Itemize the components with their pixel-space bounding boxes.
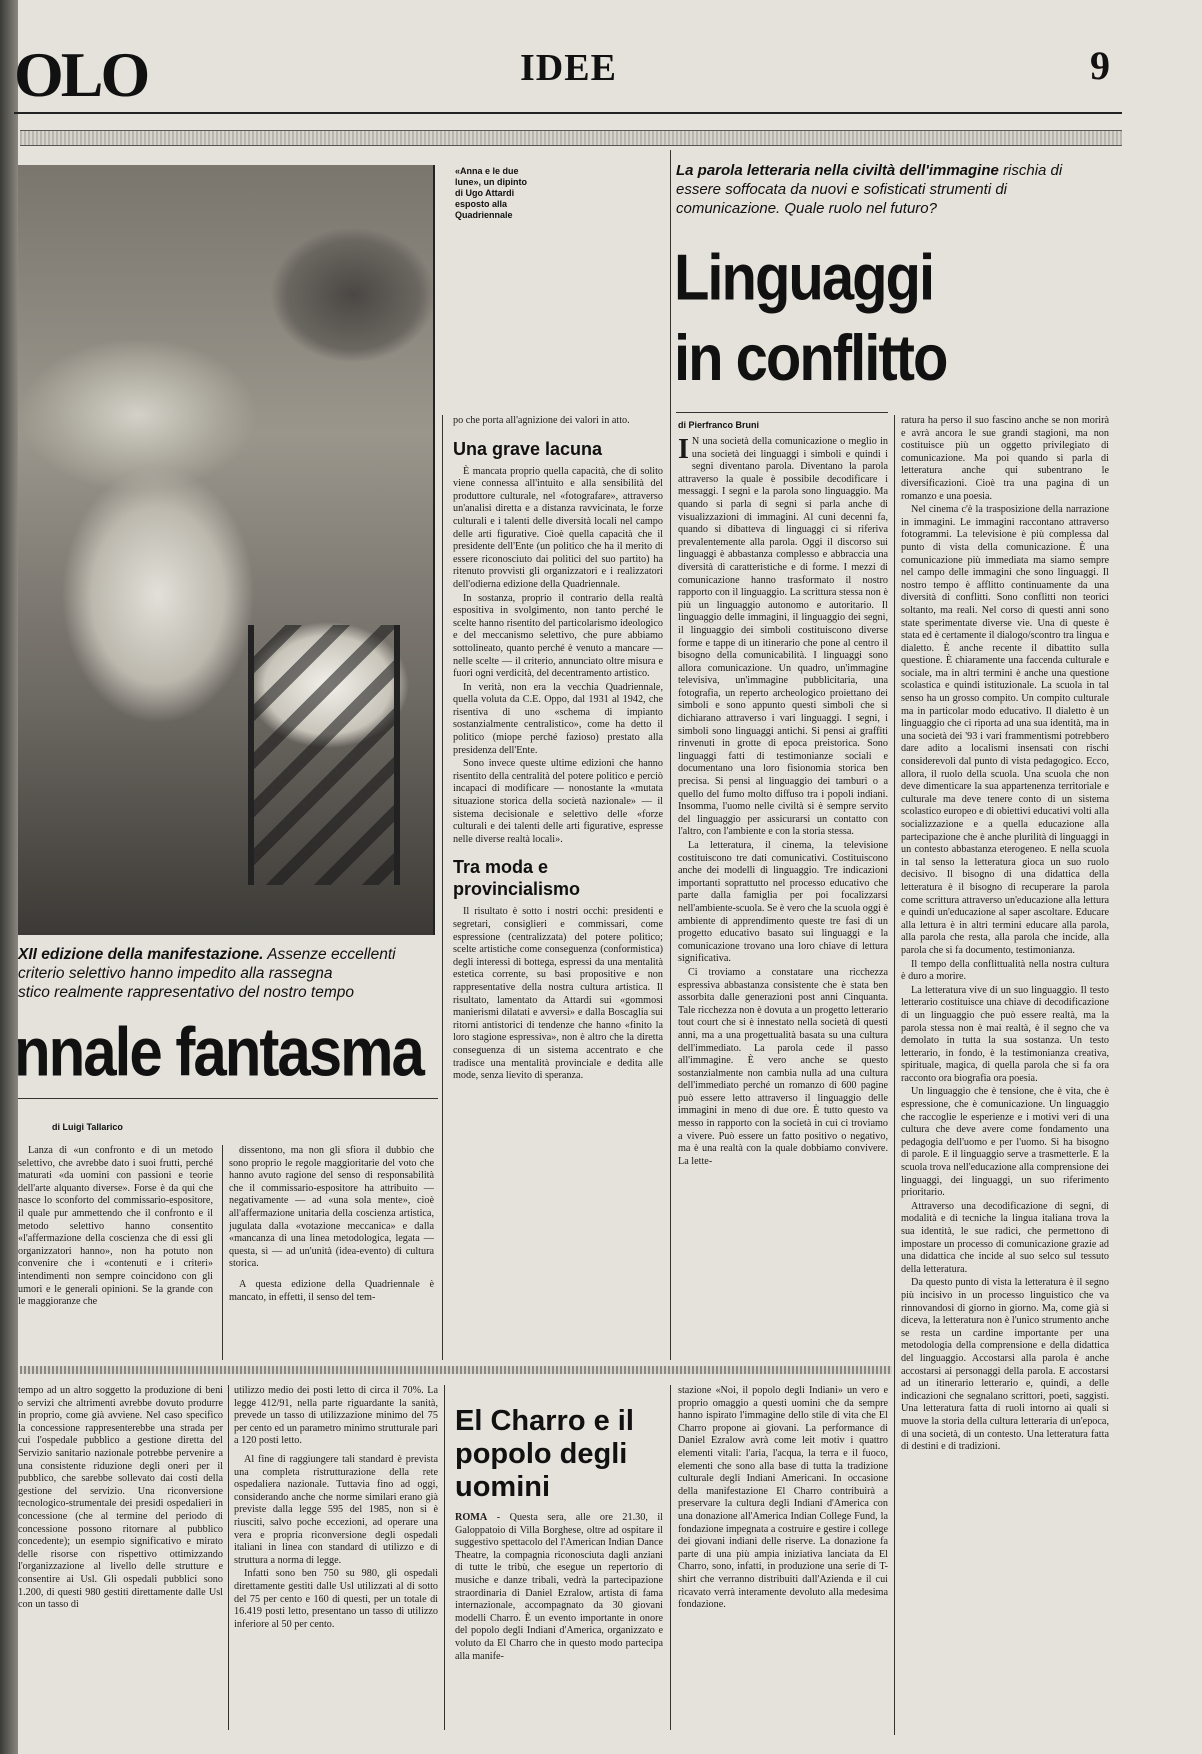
masthead-rule: [14, 112, 1122, 114]
left-deck-line2: criterio selettivo hanno impedito alla rassegna: [18, 965, 333, 982]
bottom-col2-c: Infatti sono ben 750 su 980, gli ospedali direttamente gestiti dalle Usl utilizzati al di sotto del 75 per cento e 160 di questi, per un totale di 16.419 posti letto, presentano un tasso di utilizzo inferiore al 50 per cento.: [234, 1568, 438, 1630]
left-deck-bold: XII edizione della manifestazione.: [18, 946, 264, 963]
left-col1-text: Lanza di «un confronto e di un metodo selettivo, che avrebbe dato i suoi frutti, perché maturati «da uomini con passioni e teorie dell'arte alquanto diverse». Forse è da qui che nasce lo sconforto del commissario-espositore, il quale pur ammettendo che il confronto e il metodo selettivo hanno consentito «l'affermazione della coscienza che di essi gli organizzatori hanno», non ha potuto non convenire che i «contenuti e i criteri» intendimenti non sempre coincidono con gli umori e le generali opinioni. Se la grande con le maggioranze che: [18, 1145, 213, 1308]
right-col2-e: Un linguaggio che è tensione, che è vita, che è espressione, che è comunicazione. Un linguaggio che raccoglie le esperienze e i motivi veri di una cultura che deve avere come fondamento una pedagogia dell'uomo e per l'uomo. Si ha bisogno di parole. E il linguaggio serve a trasmetterle. E la scuola trova nell'educazione alla comprensione dei linguaggi, dei linguaggi, un suo riferimento prioritario.: [901, 1086, 1109, 1199]
bottom-separator: [20, 1366, 892, 1374]
left-deck-line3: stico realmente rappresentativo del nostro tempo: [18, 984, 355, 1001]
right-deck-rest: rischia di essere soffocata da nuovi e sofisticati strumenti di comunicazione. Quale ruolo nel futuro?: [676, 162, 1063, 217]
left-deck: [18, 945, 428, 1002]
right-col1-a: N una società della comunicazione o meglio in una società dei linguaggi i simboli e quindi i segni diventano parola. Diventano la parola attraverso la quale è possibile decodificare i messaggi. I segni e la parola sono linguaggio. Ma quando si parla di segni si parla anche di visualizzazioni di immagini. Al cuni decenni fa, quando si dibatteva di linguaggi ci si riferiva prevalentemente alla parola. Oggi il discorso sui linguaggi è abbastanza complesso e abbraccia una diversità di caratteristiche e di forme. I mezzi di comunicazione hanno trasformato il nostro rapporto con il linguaggio. La scrittura stessa non è più un linguaggio autonomo e autoritario. Il linguaggio delle immagini, il linguaggio dei segni, il linguaggio dei simboli costituiscono diverse forme e tappe di un itinerario che pone al centro il bisogno della comunicabilità. I linguaggi sono allora comunicazione. Un quadro, un'immagine televisiva, un'immagine pubblicitaria, una fotografia, un reperto archeologico proiettano dei simboli e sono appunto questi simboli che si dichiarano attraverso i vari linguaggi. I segni, i simboli sono linguaggi antichi. Si pensi ai graffiti rinvenuti in grotte di epoca preistorica. Sono linguaggi fatti di testimonianze sociali e documentano una loro fisionomia storica ben precisa. Si pensi al linguaggio dei tamburi o a quello del fumo molto diffuso tra i popoli indiani. Insomma, l'uomo nelle civiltà si è sempre servito del linguaggio per assicurarsi un contatto con l'altro, con l'ambiente e con la storia stessa.: [678, 436, 888, 838]
right-headline: [674, 238, 1094, 399]
box-col1-text: - Questa sera, alle ore 21.30, il Galoppatoio di Villa Borghese, oltre ad ospitare il suggestivo spettacolo del l'American Indian Dance Theatre, la compagnia riconosciuta dagli anziani di tutte le tribù, che esegue un repertorio di musiche e danze tribali, vedrà la partecipazione straordinaria di Daniel Ezralow, artista di fama internazionale, accompagnato da 30 giovani modelli Charro. È un evento importante in onore del popolo degli Indiani d'America, organizzato e voluto da El Charro che in questo modo partecipa alla manife-: [455, 1512, 663, 1662]
right-col2-c: Il tempo della conflittualità nella nostra cultura è duro a morire.: [901, 958, 1109, 983]
bottom-col1-text: tempo ad un altro soggetto la produzione di beni o servizi che altrimenti avrebbe dovuto produrre in proprio, come già avviene. Nel caso specifico la concessione rappresenterebbe una strada per cui l'ospedale pubblico a gestione diretta del Servizio sanitario nazionale potrebbe pervenire a una consistente riduzione degli oneri per il pubblico, che sarebbe sollevato dai costi della gestione del servizio. Una riconversione tecnologico-strumentale dei presidi ospedalieri in concessione (che al termine del periodo di concessione possono ritornare al pubblico concedente); un esempio significativo e mirato delle risorse con rispettivo ottimizzando l'organizzazione al livello delle strutture e consentire ai Usl. Gli ospedali pubblici sono 1.200, di questi 980 gestiti direttamente dalle Usl con un tasso di: [18, 1385, 223, 1611]
left-col3-e: Il risultato è sotto i nostri occhi: presidenti e segretari, consiglieri e commissari, come espressione (centralizzata) del potere politico; scelte artistiche come conseguenza (conformistica) degli interessi di bottega, espressi da una mentalità estetica corrente, su basi propositive e non rappresentative della nostra cultura artistica. Il risultato, lamentato da Attardi sui «gommosi manierismi dilatati e avversi» e dalla Boscaglia sui ritorni antistorici di tendenze che hanno «finito la loro stagione espressiva», non è altro che la diretta conseguenza di un sistema accentrato e che tradisce una mentalità provinciale e dedita alle mode, senza lievito di speranza.: [453, 906, 663, 1082]
right-deck-bold: La parola letteraria nella civiltà dell'immagine: [676, 162, 999, 179]
left-subhead-1: Una grave lacuna: [453, 438, 603, 459]
right-col2-b: Nel cinema c'è la trasposizione della narrazione in immagini. Le immagini raccontano attraverso fotogrammi. La televisione è più complessa dal punto di vista della comunicazione. È una comunicazione più immediata ma siamo sempre nel campo delle immagini che sono linguaggi. Il nostro tempo è afflitto continuamente da una diversità di conflitti. Sono conflitti non teorici soltanto, ma reali. Nel corso di questi anni sono state sperimentate diverse vie. Una di queste è stata ed è certamente il dialogo/scontro tra lingua e dialetto. È anche recente il dibattito sulla questione. È chiaramente una faccenda culturale e sociale, ma in altri termini è anche una questione scolastica e quindi istituzionale. La scuola in tal senso ha un grosso compito. Un compito culturale ma in particolar modo educativo. Il dialetto è un linguaggio che ci riporta ad una sua identità, ma in una società dei '93 i vari frammentismi potrebbero dare adito a localismi insensati con rischi considerevoli dal punto di vista pedagogico. Ecco, allora, il ruolo della scuola. Una scuola che non deve dimenticare la sua appartenenza territoriale e culturale ma deve tenere conto di un sistema scolastico europeo e di obiettivi educativi volti alla socializzazione e a quella educazione alla partecipazione che è anche plurilità di linguaggi in un contesto abbastanza eterogeneo. E nella scuola in tal senso la letteratura gioca un suo ruolo decisivo. Il bisogno di una didattica della letteratura è il bisogno di recuperare la parola come scrittura attraverso un'educazione alla lettura e quindi un'educazione al saper ascoltare. Educare alla lettura è in altri termini educare alla parola, alla parola che resta, alla parola che incide, alla parola che si fa documento, testimonianza.: [901, 504, 1109, 956]
right-col2-g: Da questo punto di vista la letteratura è il segno più incisivo in un processo linguistico che va rinnovandosi di giorno in giorno. Ma, come già si diceva, la letteratura non è l'unico strumento anche se resta un cardine importante per una metodologia della comprensione e della didattica del linguaggio. Accostarsi alla parola è anche accostarsi ai personaggi della parola. E accostarsi ad un itinerario letterario e, quindi, a delle indicazioni che segnalano scrittori, poeti, saggisti. Una letteratura fatta di ruoli intorno ai quali si muove la storia della cultura letteraria di un'epoca, di una società, di un contesto. Una letteratura fatta di destini e di tradizioni.: [901, 1277, 1109, 1453]
painting-table-detail: [248, 625, 400, 885]
right-col-1: [678, 436, 888, 1360]
dropcap: I: [678, 436, 689, 465]
left-subhead-2: Tra moda e provincialismo: [453, 857, 581, 900]
right-headline-line1: Linguaggi: [674, 241, 934, 315]
bottom-col-2: [234, 1385, 438, 1730]
newspaper-logo: OLO: [14, 39, 148, 110]
left-col3-b: In sostanza, proprio il contrario della realtà espositiva in svolgimento, non tanto perché le scelte hanno risentito del particolarismo ideologico e del meccanismo selettivo, che pure abbiamo sottolineato, quanto perché è venuto a mancare — nelle scelte — il criterio, annunciato oltre misura e fuori ogni verdicità, del decentramento artistico.: [453, 592, 663, 680]
page-number: 9: [1090, 43, 1110, 88]
right-col2-d: La letteratura vive di un suo linguaggio. Il testo letterario costituisce una chiave di decodificazione di un linguaggio che può essere realtà, ma la parola stessa non è mai realtà, è il segno che va demolato in tutta la sua sostanza. Un testo letterario, in fondo, è la testimonianza creativa, spirituale, magica, di quella parola che si fa ora racconto ora biografia ora poesia.: [901, 984, 1109, 1084]
right-col2-a: ratura ha perso il suo fascino anche se non morirà e avrà ancora le sue grandi stagioni, ma non costituisce più un oggetto privilegiato di comunicazione. Ma poi quando si parla di letteratura anche qui subentrano le diversificazioni. Cioè tra una pagina di un romanzo e una poesia.: [901, 415, 1109, 502]
bottom-col2-a: utilizzo medio dei posti letto di circa il 70%. La legge 412/91, nella parte riguardante la sanità, prevede un tasso di utilizzazione minimo del 75 per cento ed un parametro minimo strutturale pari a 120 posti letto.: [234, 1385, 438, 1447]
left-col2-text-b: A questa edizione della Quadriennale è mancato, in effetti, il senso del tem-: [229, 1278, 434, 1303]
photo-caption: «Anna e le due lune», un dipinto di Ugo Attardi esposto alla Quadriennale: [455, 166, 527, 220]
left-col3-c: In verità, non era la vecchia Quadriennale, quella voluta da C.E. Oppo, dal 1931 al 1942, che risentiva di uno «schema di impianto sostanzialmente centralistico», come ha detto il politico (miope perché faziosо) prestato alla presidenza dell'Ente.: [453, 681, 663, 756]
right-deck: [676, 161, 1096, 218]
box-headline: El Charro e il popolo degli uomini: [455, 1405, 634, 1503]
left-mid-divider: [442, 415, 443, 1360]
section-title: IDEE: [520, 47, 617, 89]
box-dateline: ROMA: [455, 1512, 488, 1523]
right-byline-rule: [676, 412, 888, 413]
bottom-col-1: [18, 1385, 223, 1730]
box-col-divider: [670, 1385, 671, 1730]
left-deck-line1: Assenze eccellenti: [263, 946, 396, 963]
top-band: [20, 130, 1122, 146]
right-headline-line2: in conflitto: [674, 322, 947, 395]
right-col2-f: Attraverso una decodificazione di segni, di modalità e di tecniche la lingua italiana trova la sua identità, le sue radici, che permettono di impostare un processo di comunicazione grazie ad una didattica che incide al suo selco sul tessuto della letteratura.: [901, 1200, 1109, 1275]
masthead: [0, 40, 1202, 130]
left-col3-a: È mancata proprio quella capacità, che di solito viene connessa all'intuito e alla sensibilità del produttore culturale, nel «fotografare», attraverso un'analisi diretta e a distanza ravvicinata, le forze culturali e i talenti delle diversità locali nel campo delle arti figurative. Cioè quella capacità che il presidente dell'Ente (un politico che ha il merito di essere riconosciuto dai politici del suo partito) ha ritenuto provvisti gli organizzatori e i realizzatori dell'odierna edizione della Quadriennale.: [453, 465, 663, 590]
box-col2-text: stazione «Noi, il popolo degli Indiani» un vero e proprio omaggio a questi uomini che da sempre hanno ispirato l'immagine dello stile di vita che El Charro propone ai giovani. La performance di Daniel Ezralow avrà come leit motiv i quattro elementi vitali: l'aria, l'acqua, la terra e il fuoco, elementi che sono alla base di tutta la tradizione culturale degli Indiani Americani. In occasione della manifestazione El Charro contribuirà a preservare la cultura degli Indiani d'America con una donazione all'America Indian College Fund, la fondazione impegnata a costruire e gestire i college dei giovani indiani delle riserve. La donazione fa parte di una più ampia iniziativa lanciata da El Charro, sono, infatti, in produzione una serie di T-shirt che verranno distribuiti dall'Azienda e il cui ricavato verrà interamente devoluto alla medesima fondazione.: [678, 1385, 888, 1611]
right-col-divider: [894, 415, 895, 1735]
page-spine: [0, 0, 18, 1754]
right-col1-c: Ci troviamo a constatare una ricchezza espressiva abbastanza consistente che è stata ben assorbita dalle generazioni post anni Cinquanta. Tale ricchezza non è dovuta a un progetto letterario tout court che si è innestato nella società di questi anni, ma a una progettualità basata su una cultura dell'immediato. La parola cede il passo all'immagine. È vero anche se questo sostanzialmente non cambia nulla ad una cultura dell'immediato perché un romanzo di 600 pagine può essere letto attraverso il linguaggio delle immagini in meno di due ore. È tutto questo va messo in rapporto con la società in cui ci troviamo a vivere. Può essere un fatto positivo o negativo, ma è una realtà con la quale dobbiamo convivere. La lette-: [678, 966, 888, 1167]
bottom-col-divider: [228, 1385, 229, 1730]
box-col-2: [678, 1385, 888, 1730]
right-article-divider: [670, 150, 671, 1360]
right-col-2: [901, 415, 1109, 1735]
left-col2-text-a: dissentono, ma non gli sfiora il dubbio che sono proprio le regole maggioritarie del voto che hanno avuto ragione del senso di responsabilità che il commissario-espositore ha attribuito — negativamente — ad «una sola mente», cioè all'affermazione unitaria della coscienza artistica, jugulata dalla «votazione meccanica» e dalla «mancanza di una linea metodologica, legata — questa, sì — ad un'unità (idea-evento) di cultura storica.: [229, 1145, 434, 1270]
left-col3-d: Sono invece queste ultime edizioni che hanno risentito della centralità del potere politico e perciò incapaci di modificare — nonostante la «mutata situazione storica della società nazionale» — il sistema decisionale e selettivo delle «forze culturali e dei talenti delle arti figurative, espresse nelle diverse realtà locali».: [453, 758, 663, 845]
right-byline: di Pierfranco Bruni: [678, 420, 760, 430]
left-col-1: [18, 1145, 213, 1360]
right-col1-b: La letteratura, il cinema, la televisione costituiscono tre dati comunicativi. Costituiscono anche dei modelli di linguaggio. Tre indicazioni importanti soprattutto nel processo educativo che parte dalla famiglia per poi focalizzarsi nell'ambiente-scuola. Se è vero che la scuola oggi è ambiente di apprendimento queste tre fasi di un progetto educativo basato sui linguaggi e la comunicazione trovano una loro chiave di lettura significativa.: [678, 840, 888, 965]
left-col-2: [229, 1145, 434, 1360]
painting-photo: [18, 165, 435, 935]
box-left-border: [444, 1385, 445, 1730]
left-col-3: [453, 415, 663, 1360]
left-col3-top: po che porta all'agnizione dei valori in atto.: [453, 415, 630, 426]
left-col-divider: [222, 1145, 223, 1360]
box-col-1: [455, 1512, 663, 1734]
left-headline: nnale fantasma: [14, 1013, 423, 1091]
left-headline-rule: [18, 1098, 438, 1099]
bottom-col2-b: Al fine di raggiungere tali standard è prevista una completa ristrutturazione della rete ospedaliera nazionale. Tuttavia fino ad oggi, considerando anche che norme similari erano già previste dalla legge 595 del 1985, non si è riusciti, salvo poche eccezioni, ad operare una vera e propria riconversione degli ospedali italiani in linea con standard di utilizzo e di struttura a norma di legge.: [234, 1453, 438, 1566]
left-byline: di Luigi Tallarico: [52, 1122, 123, 1132]
